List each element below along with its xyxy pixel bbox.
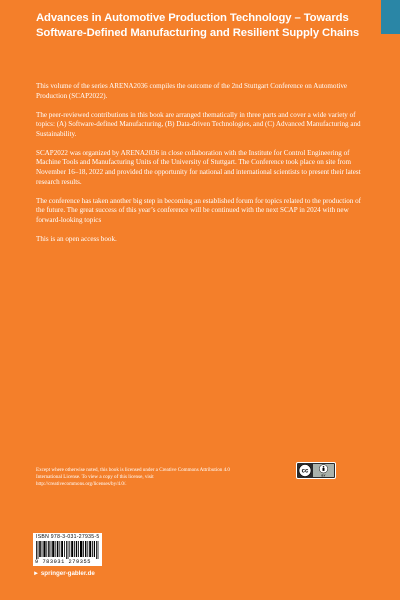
barcode-digits: 9 783031 279355 (35, 558, 91, 565)
blurb-paragraph-2: The peer-reviewed contributions in this book are arranged thematically in three parts and cover a wide variety of topics: (A) Software-defined Manufacturing, (B) Data-driven Technologies, and (C) Advanced Manufacturing and Sustainability. (36, 110, 361, 138)
isbn-label: ISBN 978-3-031-27935-5 (36, 534, 100, 540)
isbn-barcode (33, 533, 102, 566)
spine-color-strip (381, 0, 400, 34)
cc-by-license-badge (296, 462, 336, 479)
blurb-paragraph-4: The conference has taken another big step in becoming an established forum for topics related to the production of the future. The great success of this year’s conference will be continued with the next SCAP in 2024 with new forward-looking topics (36, 196, 362, 224)
blurb-paragraph-1: This volume of the series ARENA2036 compiles the outcome of the 2nd Stuttgart Conference on Automotive Production (SCAP2022). (36, 82, 348, 100)
blurb-paragraph-3: SCAP2022 was organized by ARENA2036 in close collaboration with the Institute for Control Engineering of Machine Tools and Manufacturing Units of the University of Stuttgart. The Conference took place on site from November 16–18, 2022 and provided the opportunity for national and international scientists to present their latest research results. (36, 148, 361, 186)
book-title-line-1: Advances in Automotive Production Technology – Towards (36, 12, 349, 24)
blurb (36, 82, 366, 254)
by-label: BY (321, 473, 326, 478)
cc-icon (299, 465, 311, 477)
book-title-line-2: Software-Defined Manufacturing and Resilient Supply Chains (36, 27, 360, 39)
barcode-bars (36, 541, 99, 559)
person-attribution-icon (319, 465, 327, 473)
book-title (36, 11, 376, 41)
license-notice: Except where otherwise noted, this book is licensed under a Creative Commons Attribution 4.0 International License. To view a copy of this license, visit http://creativecommons.org/licenses/by/4.0/. (36, 467, 230, 487)
blurb-paragraph-5: This is an open access book. (36, 234, 117, 243)
cc-icon-label: cc (301, 468, 309, 475)
publisher-website-link[interactable]: ► springer-gabler.de (33, 570, 95, 577)
